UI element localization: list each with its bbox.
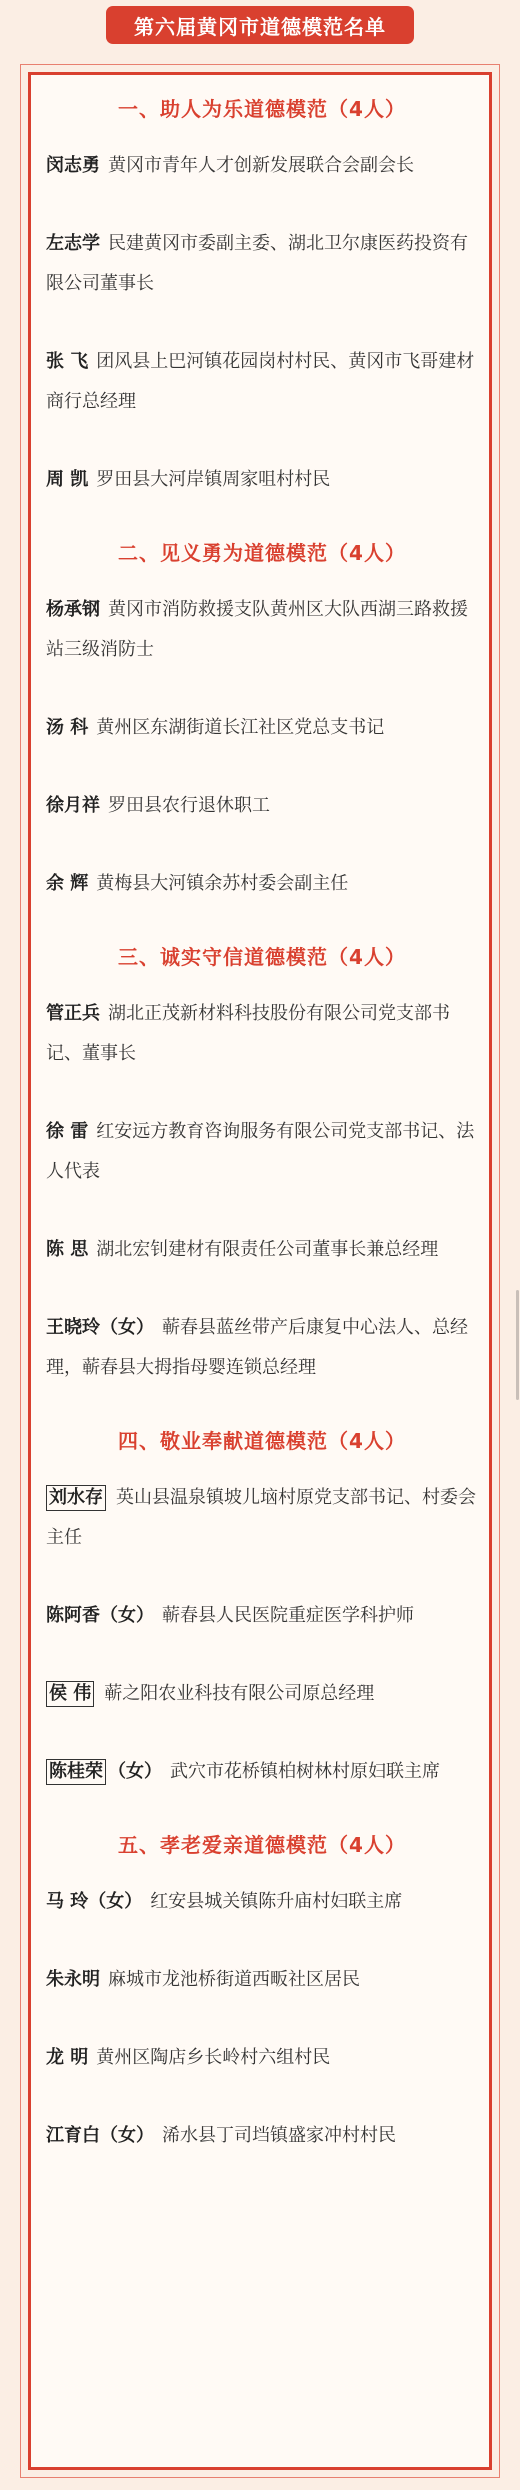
honoree-description: 黄州区陶店乡长岭村六组村民 [96, 2047, 331, 2068]
honoree-gender: （女） [100, 1317, 154, 1338]
section-title: 五、孝老爱亲道德模范（4人） [118, 1833, 406, 1857]
honoree-name: 陈阿香 [46, 1605, 100, 1626]
section-title: 三、诚实守信道德模范（4人） [118, 945, 406, 969]
section-title: 二、见义勇为道德模范（4人） [118, 541, 406, 565]
honoree-name: 徐月祥 [46, 795, 100, 816]
honoree-entry [46, 1882, 478, 1922]
honoree-description: 武穴市花桥镇柏树林村原妇联主席 [170, 1761, 440, 1782]
honoree-entry [46, 1752, 478, 1792]
honoree-name: 马 玲 [46, 1891, 89, 1912]
honoree-name: 汤 科 [46, 717, 89, 738]
honoree-gender: （女） [100, 1605, 154, 1626]
honoree-name: 王晓玲 [46, 1317, 100, 1338]
honoree-entry [46, 1596, 478, 1636]
honoree-description: 团风县上巴河镇花园岗村村民、黄冈市飞哥建材商行总经理 [46, 351, 475, 412]
honoree-description: 红安县城关镇陈升庙村妇联主席 [150, 1891, 403, 1912]
honoree-description: 麻城市龙池桥街道西畈社区居民 [108, 1969, 360, 1990]
honoree-description: 湖北正茂新材料科技股份有限公司党支部书记、董事长 [46, 1003, 450, 1064]
honoree-description: 蕲春县人民医院重症医学科护师 [162, 1605, 414, 1626]
section-title: 四、敬业奉献道德模范（4人） [118, 1429, 406, 1453]
honoree-name: 陈 思 [46, 1239, 89, 1260]
honoree-description: 蕲春县蓝丝带产后康复中心法人、总经理，蕲春县大拇指母婴连锁总经理 [46, 1317, 468, 1378]
page-title: 第六届黄冈市道德模范名单 [134, 14, 386, 39]
honoree-name: 刘水存 [46, 1485, 106, 1511]
honoree-gender: （女） [88, 1891, 143, 1912]
honoree-entry [46, 224, 478, 304]
section-title: 一、助人为乐道德模范（4人） [118, 97, 406, 121]
honoree-entry [46, 1308, 478, 1388]
honoree-name: 余 辉 [46, 873, 89, 894]
honoree-entry [46, 1230, 478, 1270]
honoree-name: 闵志勇 [46, 155, 100, 176]
honoree-description: 红安远方教育咨询服务有限公司党支部书记、法人代表 [46, 1121, 475, 1182]
honoree-description: 湖北宏钊建材有限责任公司董事长兼总经理 [96, 1239, 439, 1260]
honoree-entry [46, 1674, 478, 1714]
honoree-name: 杨承钢 [46, 599, 100, 620]
honoree-name: 陈桂荣 [46, 1759, 106, 1785]
honoree-name: 徐 雷 [46, 1121, 89, 1142]
honoree-entry [46, 786, 478, 826]
honoree-list [46, 72, 478, 2172]
honoree-description: 民建黄冈市委副主委、湖北卫尔康医药投资有限公司董事长 [46, 233, 468, 294]
title-banner [106, 6, 414, 44]
honoree-gender: （女） [100, 2125, 154, 2146]
honoree-name: 朱永明 [46, 1969, 100, 1990]
honoree-entry [46, 2038, 478, 2078]
honoree-entry [46, 864, 478, 904]
honoree-name: 江育白 [46, 2125, 100, 2146]
honoree-gender: （女） [108, 1761, 162, 1782]
honoree-entry [46, 708, 478, 748]
honoree-description: 黄梅县大河镇余苏村委会副主任 [96, 873, 349, 894]
honoree-entry [46, 1478, 478, 1558]
honoree-name: 管正兵 [46, 1003, 100, 1024]
honoree-description: 黄州区东湖街道长江社区党总支书记 [96, 717, 385, 738]
honoree-description: 浠水县丁司垱镇盛家冲村村民 [162, 2125, 396, 2146]
scrollbar-thumb[interactable] [516, 1290, 519, 1400]
honoree-description: 罗田县大河岸镇周家咀村村民 [96, 469, 331, 490]
honoree-entry [46, 1960, 478, 2000]
honoree-description: 蕲之阳农业科技有限公司原总经理 [104, 1683, 375, 1704]
honoree-entry [46, 590, 478, 670]
honoree-name: 左志学 [46, 233, 100, 254]
honoree-description: 黄冈市青年人才创新发展联合会副会长 [108, 155, 414, 176]
honoree-entry [46, 1112, 478, 1192]
honoree-description: 罗田县农行退休职工 [108, 795, 270, 816]
honoree-name: 周 凯 [46, 469, 89, 490]
honoree-entry [46, 994, 478, 1074]
honoree-description: 黄冈市消防救援支队黄州区大队西湖三路救援站三级消防士 [46, 599, 468, 660]
honoree-entry [46, 2116, 478, 2156]
honoree-name: 侯 伟 [46, 1681, 94, 1707]
honoree-entry [46, 342, 478, 422]
honoree-name: 龙 明 [46, 2047, 89, 2068]
honoree-description: 英山县温泉镇坡儿垴村原党支部书记、村委会主任 [46, 1487, 476, 1548]
honoree-entry [46, 146, 478, 186]
honoree-entry [46, 460, 478, 500]
honoree-name: 张 飞 [46, 351, 89, 372]
